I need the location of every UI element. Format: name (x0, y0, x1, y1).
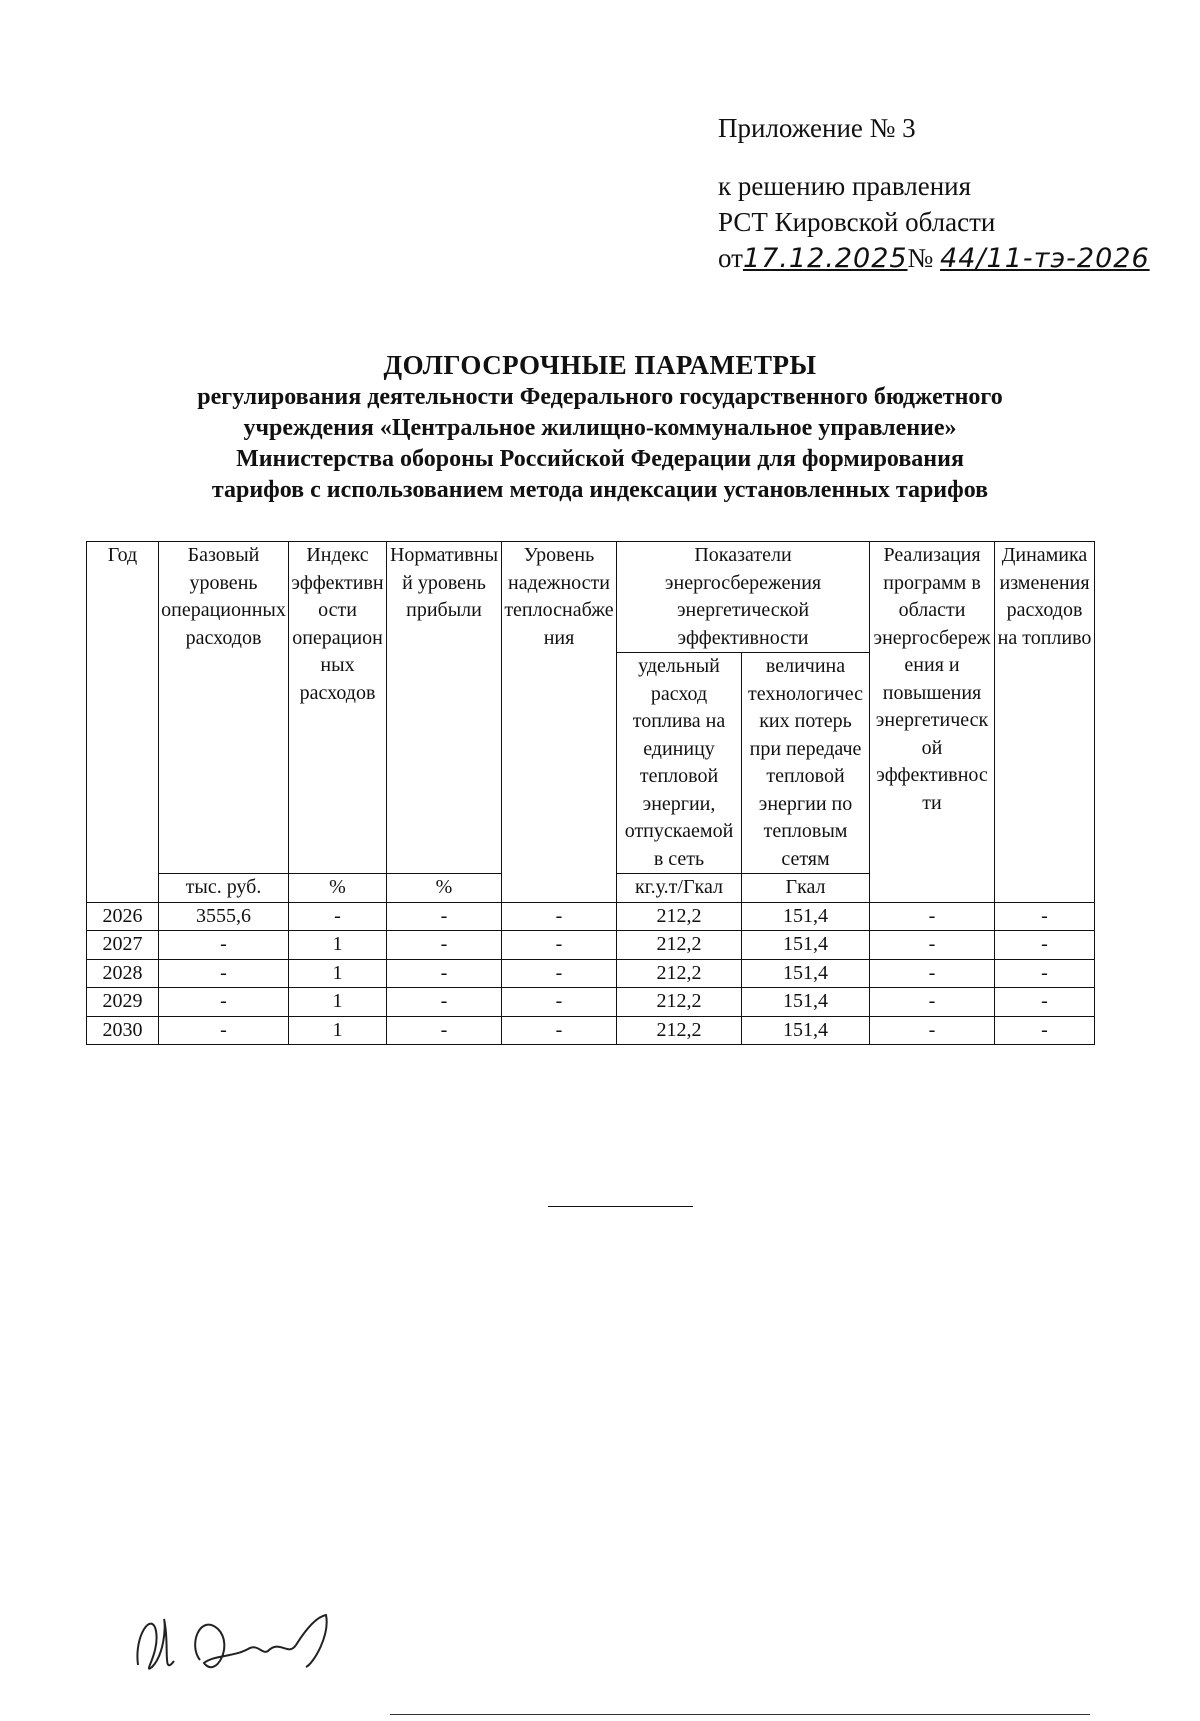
header-row-1 (87, 542, 1095, 653)
cell-dynamics: - (995, 988, 1095, 1017)
title-heading: ДОЛГОСРОЧНЫЕ ПАРАМЕТРЫ (383, 350, 817, 380)
handwritten-signature (130, 1605, 360, 1695)
cell-reliability: - (502, 931, 617, 960)
cell-fuel: 212,2 (617, 988, 742, 1017)
unit-base: тыс. руб. (159, 874, 289, 903)
cell-profit: - (387, 931, 502, 960)
cell-programs: - (870, 902, 995, 931)
cell-base: - (159, 1016, 289, 1045)
document-title (80, 348, 1120, 506)
bottom-line (390, 1714, 1090, 1715)
table-row (87, 1016, 1095, 1045)
title-line-4: тарифов с использованием метода индексации установленных тарифов (211, 477, 989, 503)
annex-date-line (718, 240, 1150, 277)
table-row (87, 902, 1095, 931)
header-base: Базовый уровень операционных расходов (159, 542, 289, 874)
cell-profit: - (387, 1016, 502, 1045)
cell-profit: - (387, 902, 502, 931)
table-body (87, 542, 1095, 1045)
cell-year: 2028 (87, 959, 159, 988)
cell-fuel: 212,2 (617, 902, 742, 931)
cell-base: - (159, 988, 289, 1017)
cell-losses: 151,4 (742, 931, 870, 960)
unit-fuel: кг.у.т/Гкал (617, 874, 742, 903)
cell-year: 2027 (87, 931, 159, 960)
cell-reliability: - (502, 902, 617, 931)
cell-dynamics: - (995, 931, 1095, 960)
cell-programs: - (870, 988, 995, 1017)
header-fuel: удельный расход топлива на единицу тепловой энергии, отпускаемой в сеть (617, 653, 742, 874)
cell-programs: - (870, 1016, 995, 1045)
table-row (87, 959, 1095, 988)
handwritten-number: 44/11-тэ-2026 (940, 243, 1150, 274)
annex-block (718, 110, 1150, 277)
cell-base: 3555,6 (159, 902, 289, 931)
handwritten-date: 17.12.2025 (742, 243, 908, 274)
unit-index: % (289, 874, 387, 903)
cell-fuel: 212,2 (617, 959, 742, 988)
table-row (87, 988, 1095, 1017)
header-index: Индекс эффективности операционных расходов (289, 542, 387, 874)
cell-fuel: 212,2 (617, 931, 742, 960)
cell-index: 1 (289, 931, 387, 960)
header-energy-group: Показатели энергосбережения энергетической эффективности (617, 542, 870, 653)
cell-programs: - (870, 931, 995, 960)
cell-base: - (159, 931, 289, 960)
header-year: Год (87, 542, 159, 903)
title-line-2: учреждения «Центральное жилищно-коммунальное управление» (243, 415, 957, 441)
annex-line-1: к решению правления (718, 171, 972, 201)
cell-reliability: - (502, 988, 617, 1017)
cell-index: - (289, 902, 387, 931)
header-reliability: Уровень надежности теплоснабжения (502, 542, 617, 903)
cell-losses: 151,4 (742, 959, 870, 988)
cell-index: 1 (289, 959, 387, 988)
cell-programs: - (870, 959, 995, 988)
cell-dynamics: - (995, 1016, 1095, 1045)
header-programs: Реализация программ в области энергосбережения и повышения энергетической эффективности (870, 542, 995, 903)
cell-reliability: - (502, 959, 617, 988)
table-row (87, 931, 1095, 960)
cell-reliability: - (502, 1016, 617, 1045)
cell-dynamics: - (995, 902, 1095, 931)
number-prefix: № (907, 243, 934, 273)
title-line-1: регулирования деятельности Федерального государственного бюджетного (197, 384, 1003, 410)
header-profit: Нормативный уровень прибыли (387, 542, 502, 874)
cell-index: 1 (289, 988, 387, 1017)
header-dynamics: Динамика изменения расходов на топливо (995, 542, 1095, 903)
separator-line (548, 1206, 693, 1207)
title-line-3: Министерства обороны Российской Федерации для формирования (236, 446, 964, 472)
cell-dynamics: - (995, 959, 1095, 988)
annex-title: Приложение № 3 (718, 113, 916, 143)
cell-year: 2026 (87, 902, 159, 931)
cell-index: 1 (289, 1016, 387, 1045)
date-prefix: от (718, 243, 743, 273)
parameters-table (86, 541, 1095, 1045)
unit-profit: % (387, 874, 502, 903)
cell-losses: 151,4 (742, 1016, 870, 1045)
cell-losses: 151,4 (742, 988, 870, 1017)
cell-losses: 151,4 (742, 902, 870, 931)
header-losses: величина технологических потерь при передаче тепловой энергии по тепловым сетям (742, 653, 870, 874)
cell-year: 2030 (87, 1016, 159, 1045)
annex-line-2: РСТ Кировской области (718, 207, 996, 237)
cell-fuel: 212,2 (617, 1016, 742, 1045)
cell-profit: - (387, 988, 502, 1017)
cell-profit: - (387, 959, 502, 988)
cell-base: - (159, 959, 289, 988)
unit-losses: Гкал (742, 874, 870, 903)
cell-year: 2029 (87, 988, 159, 1017)
